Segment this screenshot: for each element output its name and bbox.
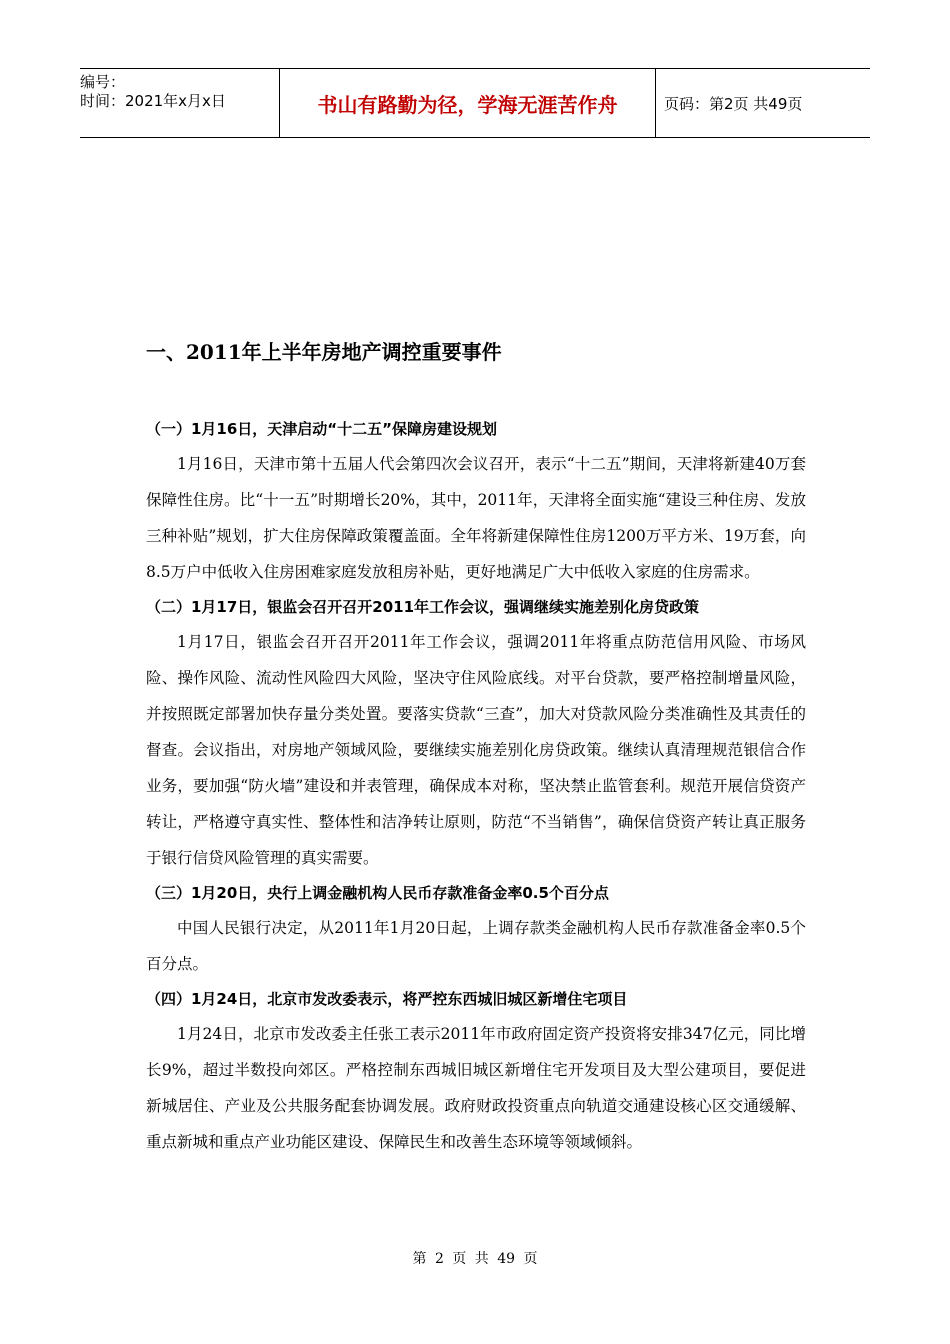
header-page-info: 页码：第2页 共49页 [664, 94, 803, 113]
page-header [80, 68, 870, 138]
section-paragraph: 1月17日，银监会召开召开2011年工作会议，强调2011年将重点防范信用风险、市场风险、操作风险、流动性风险四大风险，坚决守住风险底线。对平台贷款，要严格控制增量风险，并按照既定部署加快存量分类处置。要落实贷款“三查”，加大对贷款风险分类准确性及其责任的督查。会议指出，对房地产领域风险，要继续实施差别化房贷政策。继续认真清理规范银信合作业务，要加强“防火墙”建设和并表管理，确保成本对称，坚决禁止监管套利。规范开展信贷资产转让，严格遵守真实性、整体性和洁净转让原则，防范“不当销售”，确保信贷资产转让真正服务于银行信贷风险管理的真实需要。 [146, 633, 806, 867]
section-2 [146, 590, 806, 876]
section-3 [146, 876, 806, 982]
section-4 [146, 982, 806, 1160]
document-time-label: 时间：2021年x月x日 [80, 92, 226, 110]
section-heading: （一）1月16日，天津启动“十二五”保障房建设规划 [146, 420, 498, 438]
document-title: 一、2011年上半年房地产调控重要事件 [146, 340, 502, 364]
section-heading: （二）1月17日，银监会召开召开2011年工作会议，强调继续实施差别化房贷政策 [146, 598, 700, 616]
section-paragraph: 1月16日，天津市第十五届人代会第四次会议召开，表示“十二五”期间，天津将新建40万套保障性住房。比“十一五”时期增长20%，其中，2011年，天津将全面实施“建设三种住房、发放三种补贴”规划，扩大住房保障政策覆盖面。全年将新建保障性住房1200万平方米、19万套，向8.5万户中低收入住房困难家庭发放租房补贴，更好地满足广大中低收入家庭的住房需求。 [146, 455, 806, 581]
section-1 [146, 412, 806, 590]
page-footer: 第 2 页 共 49 页 [412, 1251, 538, 1267]
section-heading: （四）1月24日，北京市发改委表示，将严控东西城旧城区新增住宅项目 [146, 990, 628, 1008]
section-paragraph: 中国人民银行决定，从2011年1月20日起，上调存款类金融机构人民币存款准备金率0.5个百分点。 [146, 919, 806, 973]
section-heading: （三）1月20日，央行上调金融机构人民币存款准备金率0.5个百分点 [146, 884, 609, 902]
document-number-label: 编号： [80, 73, 126, 91]
document-body [146, 412, 806, 1160]
header-meta [80, 69, 280, 137]
section-paragraph: 1月24日，北京市发改委主任张工表示2011年市政府固定资产投资将安排347亿元，同比增长9%，超过半数投向郊区。严格控制东西城旧城区新增住宅开发项目及大型公建项目，要促进新城居住、产业及公共服务配套协调发展。政府财政投资重点向轨道交通建设核心区交通缓解、重点新城和重点产业功能区建设、保障民生和改善生态环境等领域倾斜。 [146, 1025, 806, 1151]
header-motto: 书山有路勤为径，学海无涯苦作舟 [280, 69, 656, 137]
